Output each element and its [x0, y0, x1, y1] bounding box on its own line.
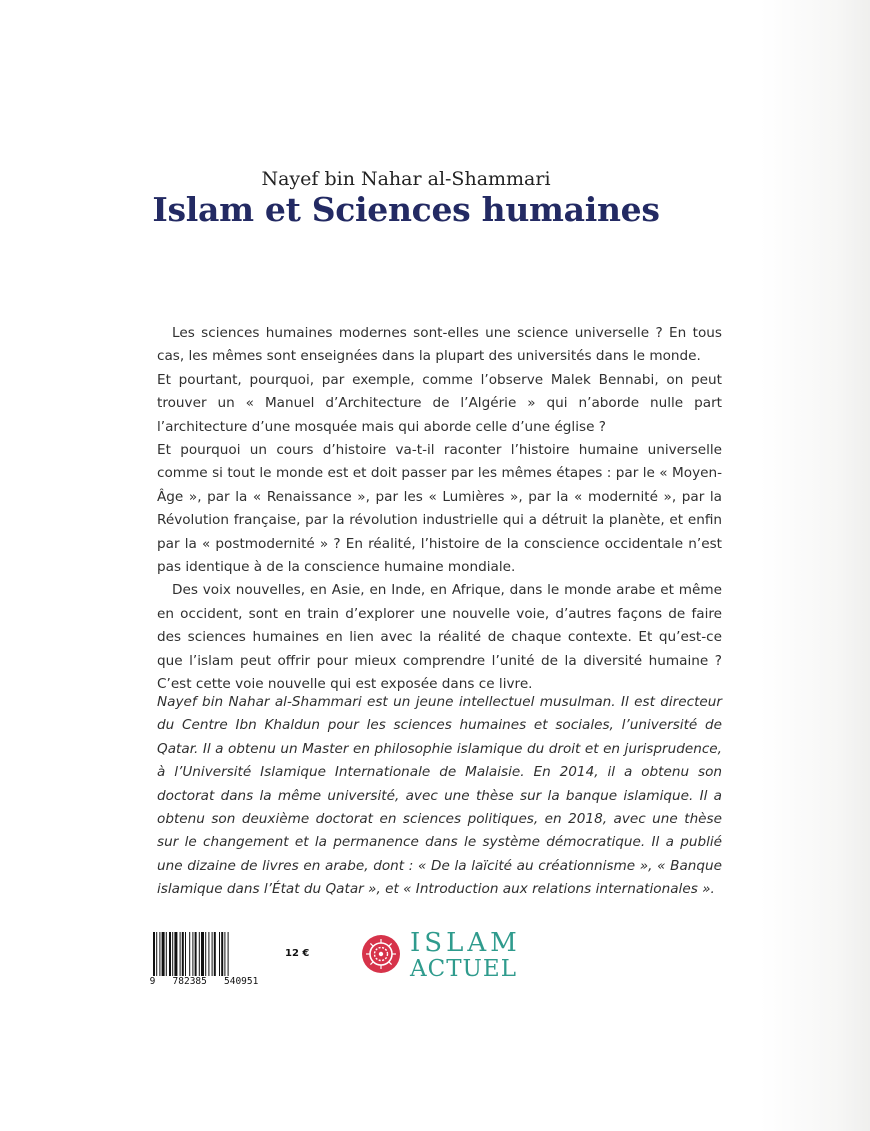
blurb-paragraph: Les sciences humaines modernes sont-elles une science universelle ? En tous cas, les mêmes sont enseignées dans la plupart des universités dans le monde.	[157, 325, 722, 365]
publisher-name-line2: ACTUEL	[410, 956, 517, 982]
barcode-icon	[153, 932, 257, 976]
blurb-paragraph: Des voix nouvelles, en Asie, en Inde, en Afrique, dans le monde arabe et même en occident, sont en train d’explorer une nouvelle voie, d’autres façons de faire des sciences humaines en lien avec la réalité de chaque contexte. Et qu’est-ce que l’islam peut offrir pour mieux comprendre l’unité de la diversité humaine ? C’est cette voie nouvelle qui est exposée dans ce livre.	[157, 582, 722, 693]
barcode-digits: 9 782385 540951	[149, 976, 259, 987]
rosette-logo-icon	[361, 934, 401, 974]
blurb	[157, 322, 722, 697]
author-bio: Nayef bin Nahar al-Shammari est un jeune intellectuel musulman. Il est directeur du Centre Ibn Khaldun pour les sciences humaines et sociales, l’université de Qatar. Il a obtenu un Master en philosophie islamique du droit et en jurisprudence, à l’Université Islamique Internationale de Malaisie. En 2014, il a obtenu son doctorat dans la même université, avec une thèse sur la banque islamique. Il a obtenu son deuxième doctorat en sciences politiques, en 2018, avec une thèse sur le changement et la permanence dans le système démocratique. Il a publié une dizaine de livres en arabe, dont : « De la laïcité au créationnisme », « Banque islamique dans l’État du Qatar », et « Introduction aux relations internationales ».	[157, 694, 722, 898]
barcode	[145, 930, 263, 992]
blurb-paragraph: Et pourtant, pourquoi, par exemple, comme l’observe Malek Bennabi, on peut trouver un « Manuel d’Architecture de l’Algérie » qui n’aborde nulle part l’architecture d’une mosquée mais qui aborde celle d’une église ?	[157, 371, 722, 435]
publisher-name-line1: ISLAM	[410, 928, 521, 958]
publisher-logo	[361, 930, 541, 990]
book-title: Islam et Sciences humaines	[152, 190, 660, 229]
blurb-paragraph: Et pourquoi un cours d’histoire va-t-il raconter l’histoire humaine universelle comme si tout le monde est et doit passer par les mêmes étapes : par le « Moyen-Âge », par la « Renaissance », par les « Lumières », par la « modernité », par la Révolution française, par la révolution industrielle qui a détruit la planète, et enfin par la « postmodernité » ? En réalité, l’histoire de la conscience occidentale n’est pas identique à de la conscience humaine mondiale.	[157, 442, 722, 576]
author-name: Nayef bin Nahar al-Shammari	[261, 168, 551, 190]
price: 12 €	[285, 948, 310, 959]
